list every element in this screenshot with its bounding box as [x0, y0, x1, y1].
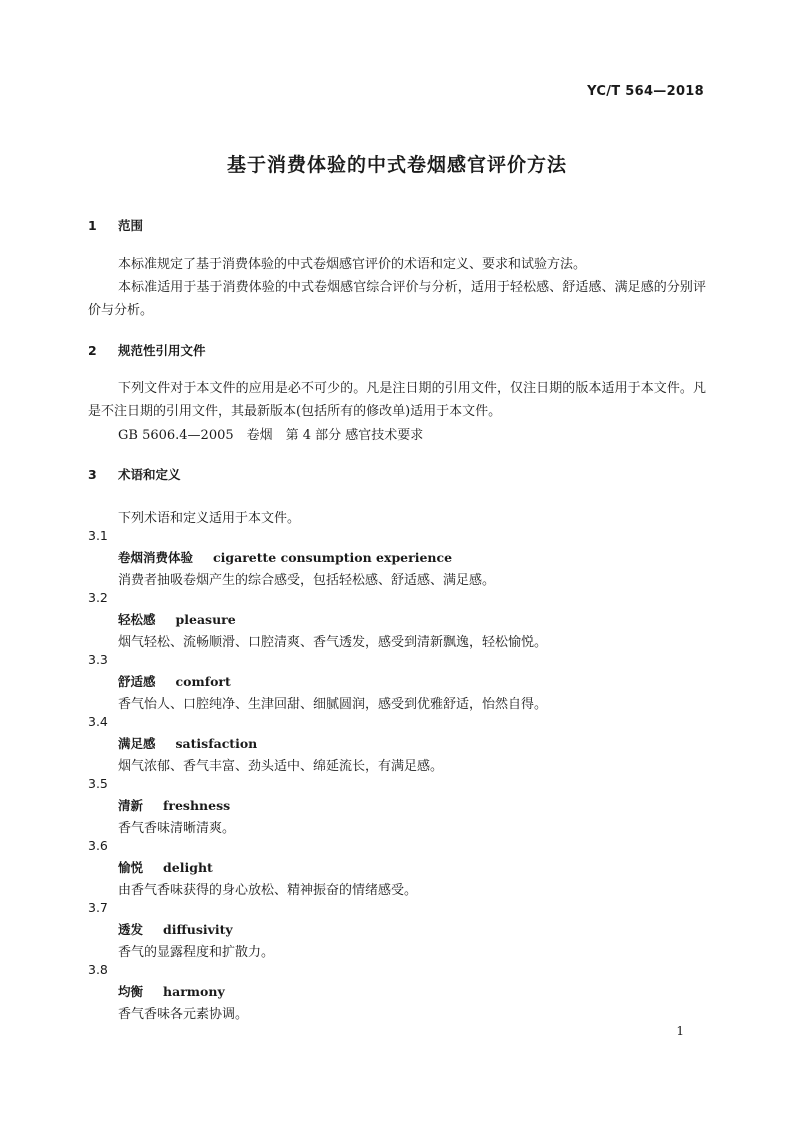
- term-number: 3.1: [88, 528, 108, 543]
- term-number: 3.7: [88, 900, 108, 915]
- term-name-cn: 清新: [118, 798, 144, 813]
- term-definition: 烟气浓郁、香气丰富、劲头适中、绵延流长，有满足感。: [118, 759, 444, 774]
- term-name: [118, 672, 231, 690]
- section-title: 规范性引用文件: [118, 343, 206, 358]
- term-name-en: harmony: [163, 984, 225, 999]
- document-title: 基于消费体验的中式卷烟感官评价方法: [226, 154, 567, 176]
- standard-code: YC/T 564—2018: [587, 84, 704, 99]
- term-number: 3.3: [88, 652, 108, 667]
- term-definition: 香气香味各元素协调。: [118, 1007, 249, 1022]
- normative-reference: GB 5606.4—2005 卷烟 第 4 部分 感官技术要求: [118, 428, 424, 443]
- term-name: [118, 982, 225, 1000]
- term-name-cn: 均衡: [118, 984, 144, 999]
- term-definition: 香气怡人、口腔纯净、生津回甜、细腻圆润，感受到优雅舒适，怡然自得。: [118, 697, 548, 712]
- term-name-en: delight: [163, 860, 213, 875]
- page-number: 1: [676, 1024, 684, 1038]
- term-name-en: pleasure: [175, 612, 236, 627]
- section-1-heading: [88, 216, 143, 234]
- term-number: 3.5: [88, 776, 108, 791]
- term-name-cn: 满足感: [118, 736, 156, 751]
- section-title: 范围: [118, 218, 144, 233]
- section-1-paragraph-2: 本标准适用于基于消费体验的中式卷烟感官综合评价与分析，适用于轻松感、舒适感、满足感的分别评价与分析。: [88, 280, 706, 318]
- term-name-cn: 卷烟消费体验: [118, 550, 194, 565]
- section-1-paragraph-1: 本标准规定了基于消费体验的中式卷烟感官评价的术语和定义、要求和试验方法。: [118, 257, 587, 272]
- term-definition: 香气的显露程度和扩散力。: [118, 945, 275, 960]
- term-name: [118, 796, 230, 814]
- section-2-paragraph-1: 下列文件对于本文件的应用是必不可少的。凡是注日期的引用文件，仅注日期的版本适用于本文件。凡是不注日期的引用文件，其最新版本(包括所有的修改单)适用于本文件。: [88, 381, 706, 419]
- section-number: 3: [88, 467, 97, 482]
- term-definition: 由香气香味获得的身心放松、精神振奋的情绪感受。: [118, 883, 418, 898]
- term-definition: 烟气轻松、流畅顺滑、口腔清爽、香气透发，感受到清新飘逸，轻松愉悦。: [118, 635, 548, 650]
- term-name-cn: 舒适感: [118, 674, 156, 689]
- section-number: 2: [88, 343, 97, 358]
- section-2-heading: [88, 341, 206, 359]
- term-number: 3.2: [88, 590, 108, 605]
- term-number: 3.8: [88, 962, 108, 977]
- term-name-en: satisfaction: [175, 736, 258, 751]
- term-name: [118, 610, 236, 628]
- term-name-en: comfort: [175, 674, 231, 689]
- term-name: [118, 734, 257, 752]
- term-number: 3.6: [88, 838, 108, 853]
- term-name: [118, 858, 213, 876]
- term-name-cn: 愉悦: [118, 860, 144, 875]
- term-name-cn: 轻松感: [118, 612, 156, 627]
- term-definition: 香气香味清晰清爽。: [118, 821, 236, 836]
- term-name: [118, 920, 233, 938]
- section-title: 术语和定义: [118, 467, 181, 482]
- section-number: 1: [88, 218, 97, 233]
- term-name-en: freshness: [163, 798, 231, 813]
- term-name-cn: 透发: [118, 922, 144, 937]
- term-name-en: diffusivity: [163, 922, 233, 937]
- section-3-heading: [88, 465, 181, 483]
- term-definition: 消费者抽吸卷烟产生的综合感受，包括轻松感、舒适感、满足感。: [118, 573, 496, 588]
- term-name: [118, 548, 452, 566]
- section-3-intro: 下列术语和定义适用于本文件。: [118, 511, 301, 526]
- term-name-en: cigarette consumption experience: [213, 550, 453, 565]
- term-number: 3.4: [88, 714, 108, 729]
